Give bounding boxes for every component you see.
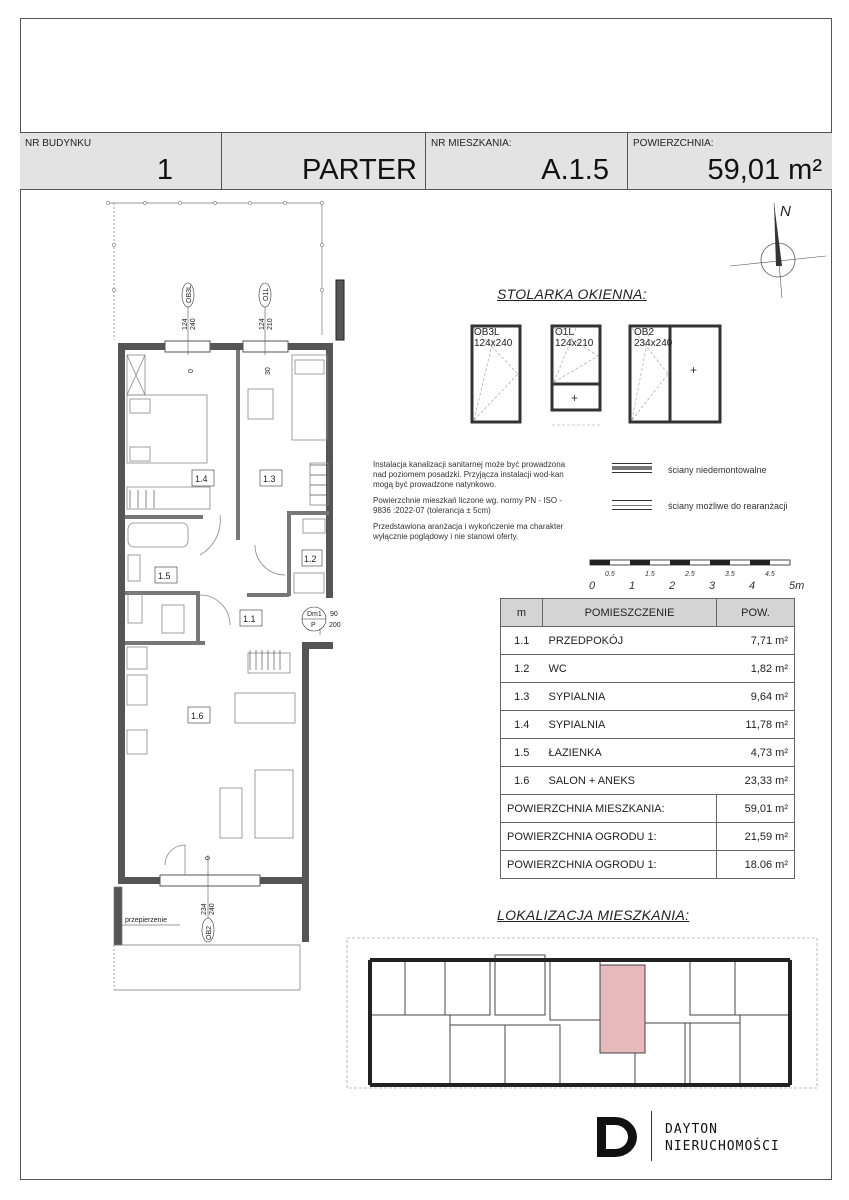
window-size-1: 124x240 [474,338,513,349]
row-no: 1.4 [501,711,543,739]
garden1-row [501,823,795,851]
row-area: 23,33 m² [717,767,795,795]
room-1-3-label: 1.3 [263,474,276,484]
legend-fixed-label: ściany niedemontowalne [668,465,767,475]
row-name: SALON + ANEKS [543,767,717,795]
window-size-2: 124x210 [555,338,594,349]
window-dim-w-2: 124 [259,318,266,330]
col-no: m [501,599,543,627]
door-tag [302,607,341,631]
floor-value: PARTER [302,154,417,186]
windows-title: STOLARKA OKIENNA: [497,286,647,302]
window-dim-w-1: 124 [182,318,189,330]
row-no: 1.1 [501,627,543,655]
row-area: 11,78 m² [717,711,795,739]
room-1-4-label: 1.4 [195,474,208,484]
location-title: LOKALIZACJA MIESZKANIA: [497,907,690,923]
window-sill-1: 0 [188,369,195,373]
side-wall-fragment [336,280,344,340]
window-tag-o1l: O1L [263,287,270,301]
row-area: 1,82 m² [717,655,795,683]
row-name: PRZEDPOKÓJ [543,627,717,655]
window-dim-h-3: 240 [209,903,216,915]
flat-label: NR MIESZKANIA: [431,138,512,149]
col-area: POW. [717,599,795,627]
row-no: 1.6 [501,767,543,795]
notes-block [373,460,578,548]
table-row [501,683,795,711]
row-area: 9,64 m² [717,683,795,711]
floor-cell [222,133,426,189]
scale-3-5: 3.5 [725,571,735,578]
row-area: 7,71 m² [717,627,795,655]
scale-4-5: 4.5 [765,571,775,578]
logo-line-2: NIERUCHOMOŚCI [665,1139,780,1154]
door-sub: P [311,622,316,629]
area-value: 59,01 m² [707,154,822,186]
garden2-label: POWIERZCHNIA OGRODU 1: [501,851,717,879]
scale-bar [588,558,798,570]
area-cell [628,133,832,189]
table-row [501,739,795,767]
svg-text:+: + [571,391,579,405]
window-tag-ob3l: OB3L [186,285,193,303]
total-value: 59,01 m² [717,795,795,823]
total-row [501,795,795,823]
top-garden-fence [108,203,322,340]
furniture [127,355,328,875]
row-name: WC [543,655,717,683]
door-height: 200 [329,622,341,629]
door-code: Dm1 [307,611,322,618]
scale-2: 2 [669,580,676,592]
scale-0-5: 0.5 [605,571,615,578]
col-room: POMIESZCZENIE [543,599,717,627]
rooms-table [500,598,795,879]
table-row [501,711,795,739]
window-code-3: OB2 [634,327,655,338]
legend-movable-swatch [612,500,652,510]
row-area: 4,73 m² [717,739,795,767]
scale-0: 0 [589,580,596,592]
window-sill-3: 0 [205,856,212,860]
fence-posts [106,201,323,291]
scale-1-5: 1.5 [645,571,655,578]
row-name: SYPIALNIA [543,683,717,711]
partition-label: przepierzenie [125,917,168,924]
building-value: 1 [156,154,173,186]
window-code-2: O1L [555,327,574,338]
row-name: SYPIALNIA [543,711,717,739]
row-name: ŁAZIENKA [543,739,717,767]
rooms-table-header [501,599,795,627]
note-3: Przedstawiona aranżacja i wykończenie ma charakter wyłącznie poglądowy i nie stanowi oferty. [373,522,564,541]
window-sill-2: 30 [265,367,272,375]
north-arrow [730,198,830,298]
logo-divider [651,1111,652,1161]
flat-value: A.1.5 [541,154,609,186]
window-gaps [160,341,288,886]
row-no: 1.3 [501,683,543,711]
flat-location-highlight [600,965,645,1053]
table-row [501,627,795,655]
legend-fixed-swatch [612,463,652,473]
window-code-1: OB3L [474,327,500,338]
room-1-2-label: 1.2 [304,554,317,564]
room-1-6-label: 1.6 [191,711,204,721]
scale-3: 3 [709,580,716,592]
floor-plan [100,195,350,995]
scale-4: 4 [749,580,756,592]
header-bar [20,132,832,190]
window-size-3: 234x240 [634,338,673,349]
row-no: 1.2 [501,655,543,683]
company-logo [583,1097,831,1179]
total-label: POWIERZCHNIA MIESZKANIA: [501,795,717,823]
garden2-value: 18.06 m² [717,851,795,879]
note-1: Instalacja kanalizacji sanitarnej może być prowadzona nad poziomem posadzki. Przyjącza instalacji wod-kan mogą być prowadzone natynkowo. [373,460,566,489]
room-1-5-label: 1.5 [158,571,171,581]
table-row [501,767,795,795]
table-row [501,655,795,683]
door-width: 90 [330,611,338,618]
garden2-row [501,851,795,879]
building-cell [20,133,222,189]
north-label: N [780,203,791,220]
scale-5: 5m [789,580,805,592]
logo-d-mark [595,1115,641,1159]
note-2: Powierzchnie mieszkań liczone wg. normy PN - ISO - 9836 :2022-07 (tolerancja ± 5cm) [373,496,562,515]
garden1-label: POWIERZCHNIA OGRODU 1: [501,823,717,851]
window-dim-h-1: 240 [190,318,197,330]
area-label: POWIERZCHNIA: [633,138,714,149]
building-label: NR BUDYNKU [25,138,92,149]
internal-walls [125,350,329,645]
window-tag-ob2: OB2 [206,925,213,940]
garden1-value: 21,59 m² [717,823,795,851]
room-1-1-label: 1.1 [243,614,256,624]
row-no: 1.5 [501,739,543,767]
location-map [345,935,825,1115]
window-dim-h-2: 210 [267,318,274,330]
svg-text:+: + [690,363,698,377]
scale-1: 1 [629,580,636,592]
legend-movable-label: ściany możliwe do rearanżacji [668,501,788,511]
window-dim-w-3: 234 [201,903,208,915]
logo-line-1: DAYTON [665,1122,718,1137]
scale-2-5: 2.5 [685,571,695,578]
flat-cell [426,133,628,189]
